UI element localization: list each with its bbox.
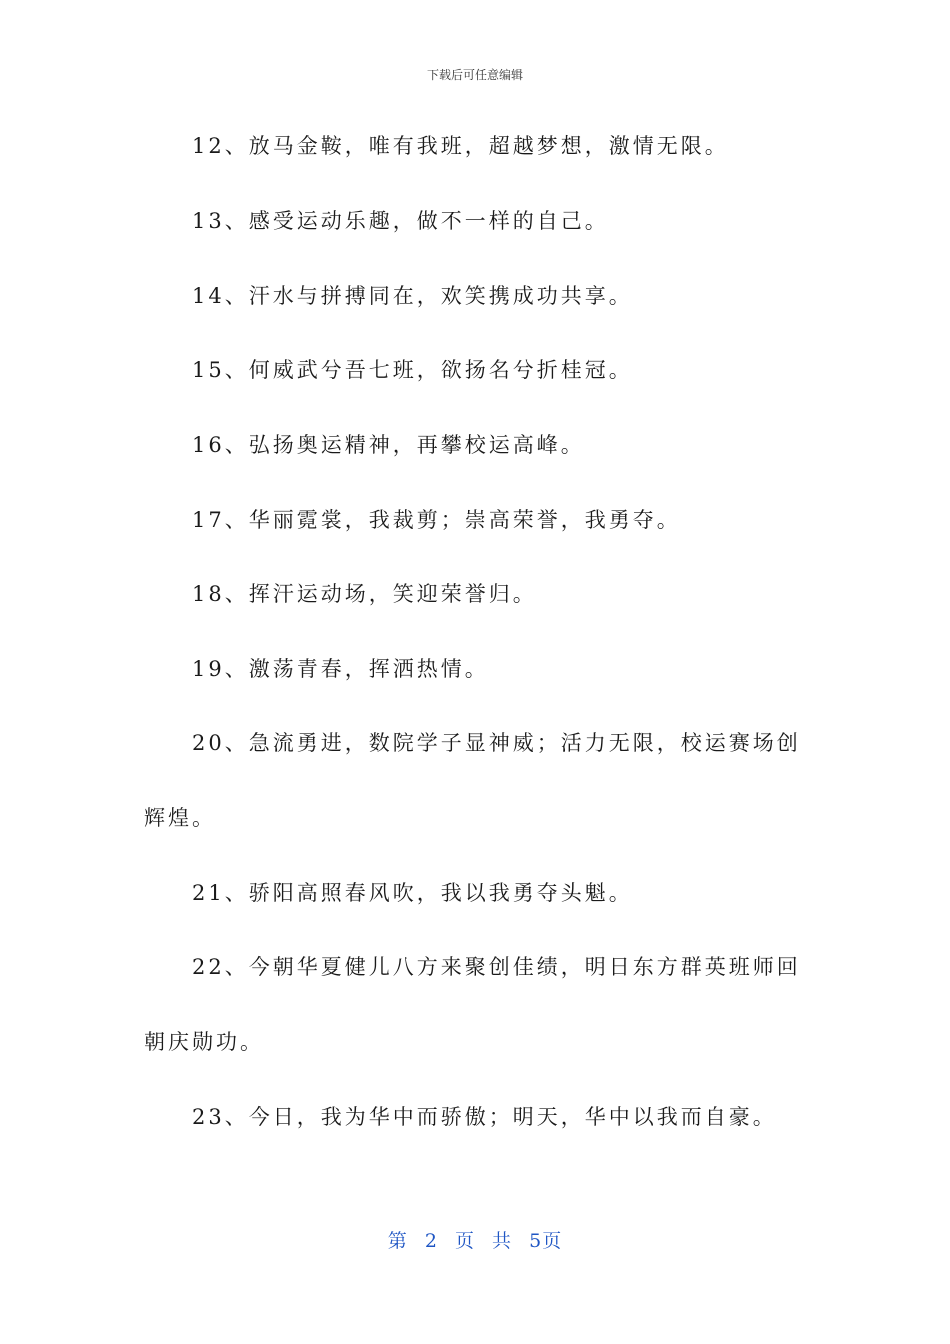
page-header: 下载后可任意编辑 — [426, 68, 523, 82]
paragraph: 22、今朝华夏健儿八方来聚创佳绩，明日东方群英班师回 — [192, 955, 801, 979]
paragraph: 21、骄阳高照春风吹，我以我勇夺头魁。 — [192, 881, 633, 905]
footer-current-page: 2 — [424, 1230, 438, 1252]
paragraph: 18、挥汗运动场，笑迎荣誉归。 — [192, 582, 537, 606]
paragraph: 16、弘扬奥运精神，再攀校运高峰。 — [192, 433, 585, 457]
footer-total-pages: 5页 — [529, 1230, 563, 1252]
paragraph-continuation: 朝庆勋功。 — [144, 1030, 264, 1054]
footer-total-label: 共 — [492, 1230, 513, 1252]
paragraph: 15、何威武兮吾七班，欲扬名兮折桂冠。 — [192, 358, 633, 382]
paragraph: 14、汗水与拼搏同在，欢笑携成功共享。 — [192, 284, 633, 308]
page-footer — [0, 1226, 950, 1253]
footer-page-unit: 页 — [454, 1230, 475, 1252]
paragraph: 20、急流勇进，数院学子显神威；活力无限，校运赛场创 — [192, 731, 801, 755]
paragraph: 17、华丽霓裳，我裁剪；崇高荣誉，我勇夺。 — [192, 508, 681, 532]
paragraph: 12、放马金鞍，唯有我班，超越梦想，激情无限。 — [192, 134, 729, 158]
paragraph: 19、激荡青春，挥洒热情。 — [192, 657, 489, 681]
footer-page-label: 第 — [387, 1230, 408, 1252]
paragraph-continuation: 辉煌。 — [144, 806, 216, 830]
paragraph: 13、感受运动乐趣，做不一样的自己。 — [192, 209, 609, 233]
paragraph: 23、今日，我为华中而骄傲；明天，华中以我而自豪。 — [192, 1105, 777, 1129]
